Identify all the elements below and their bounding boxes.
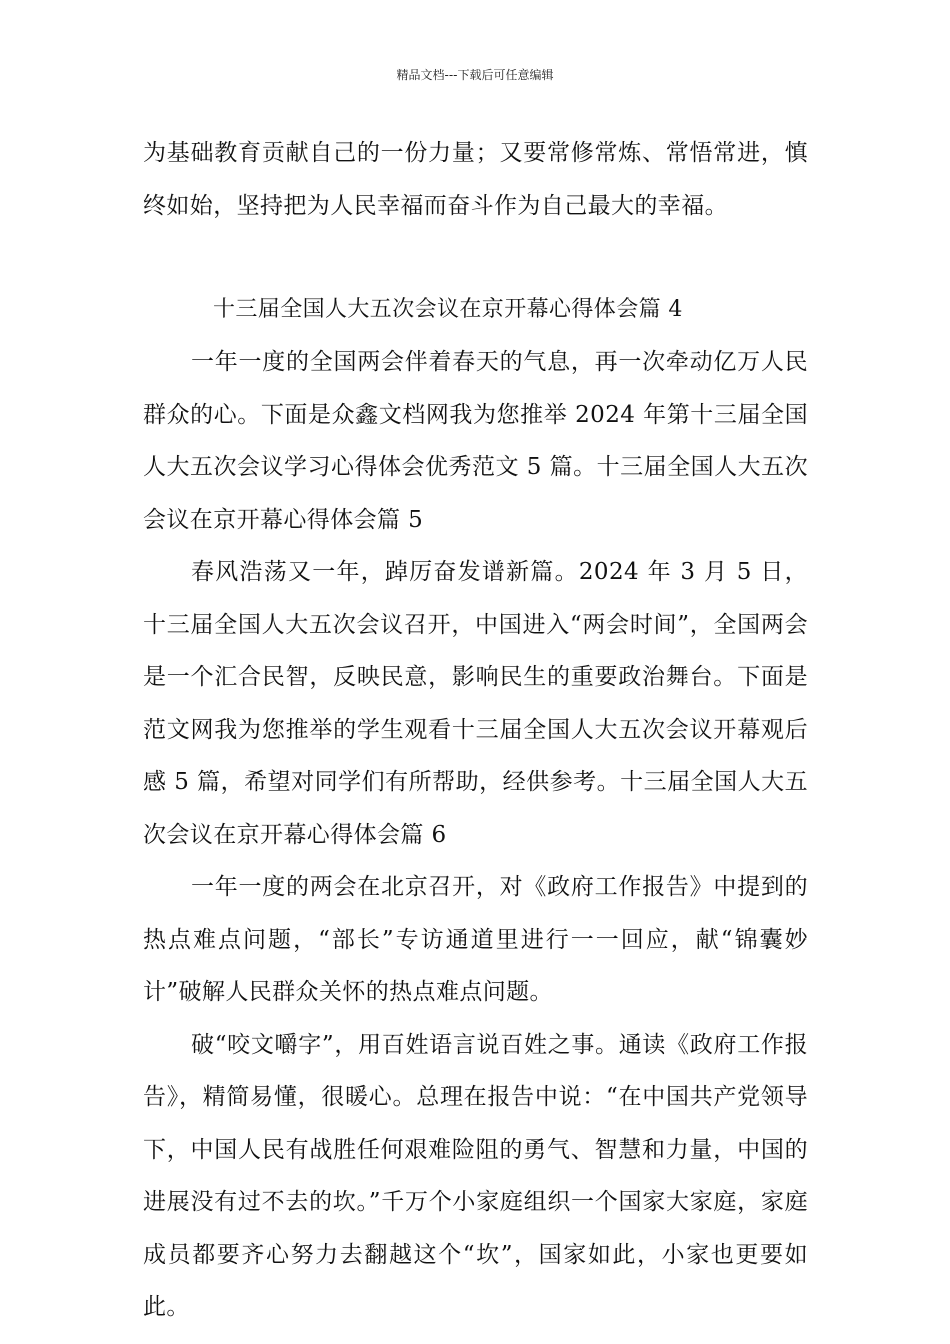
section-heading: 十三届全国人大五次会议在京开幕心得体会篇 4 [213,297,683,322]
paragraph-plain-language: 破“咬文嚼字”，用百姓语言说百姓之事。通读《政府工作报告》，精简易懂，很暖心。总理在报告中说：“在中国共产党领导下，中国人民有战胜任何艰难险阻的勇气、智慧和力量，中国的进展没有过不去的坎。”千万个小家庭组织一个国家大家庭，家庭成员都要齐心努力去翻越这个“坎”，国家如此，小家也更要如此。 [143,1031,808,1320]
page-header: 精品文档---下载后可任意编辑 [396,68,554,82]
paragraph-beijing-meeting: 一年一度的两会在北京召开，对《政府工作报告》中提到的热点难点问题，“部长”专访通道里进行一一回应，献“锦囊妙计”破解人民群众关怀的热点难点问题。 [143,874,808,1005]
paragraph-spring-breeze: 春风浩荡又一年，踔厉奋发谱新篇。2024 年 3 月 5 日，十三届全国人大五次会议召开，中国进入“两会时间”，全国两会是一个汇合民智，反映民意，影响民生的重要政治舞台。下面是范文网我为您推举的学生观看十三届全国人大五次会议开幕观后感 5 篇，希望对同学们有所帮助，经供参考。十三届全国人大五次会议在京开幕心得体会篇 6 [143,559,808,848]
paragraph-two-sessions-intro: 一年一度的全国两会伴着春天的气息，再一次牵动亿万人民群众的心。下面是众鑫文档网我为您推举 2024 年第十三届全国人大五次会议学习心得体会优秀范文 5 篇。十三届全国人大五次会议在京开幕心得体会篇 5 [143,349,808,533]
paragraph-continuation: 为基础教育贡献自己的一份力量；又要常修常炼、常悟常进，慎终如始，坚持把为人民幸福而奋斗作为自己最大的幸福。 [143,140,808,219]
document-body [143,127,808,1334]
